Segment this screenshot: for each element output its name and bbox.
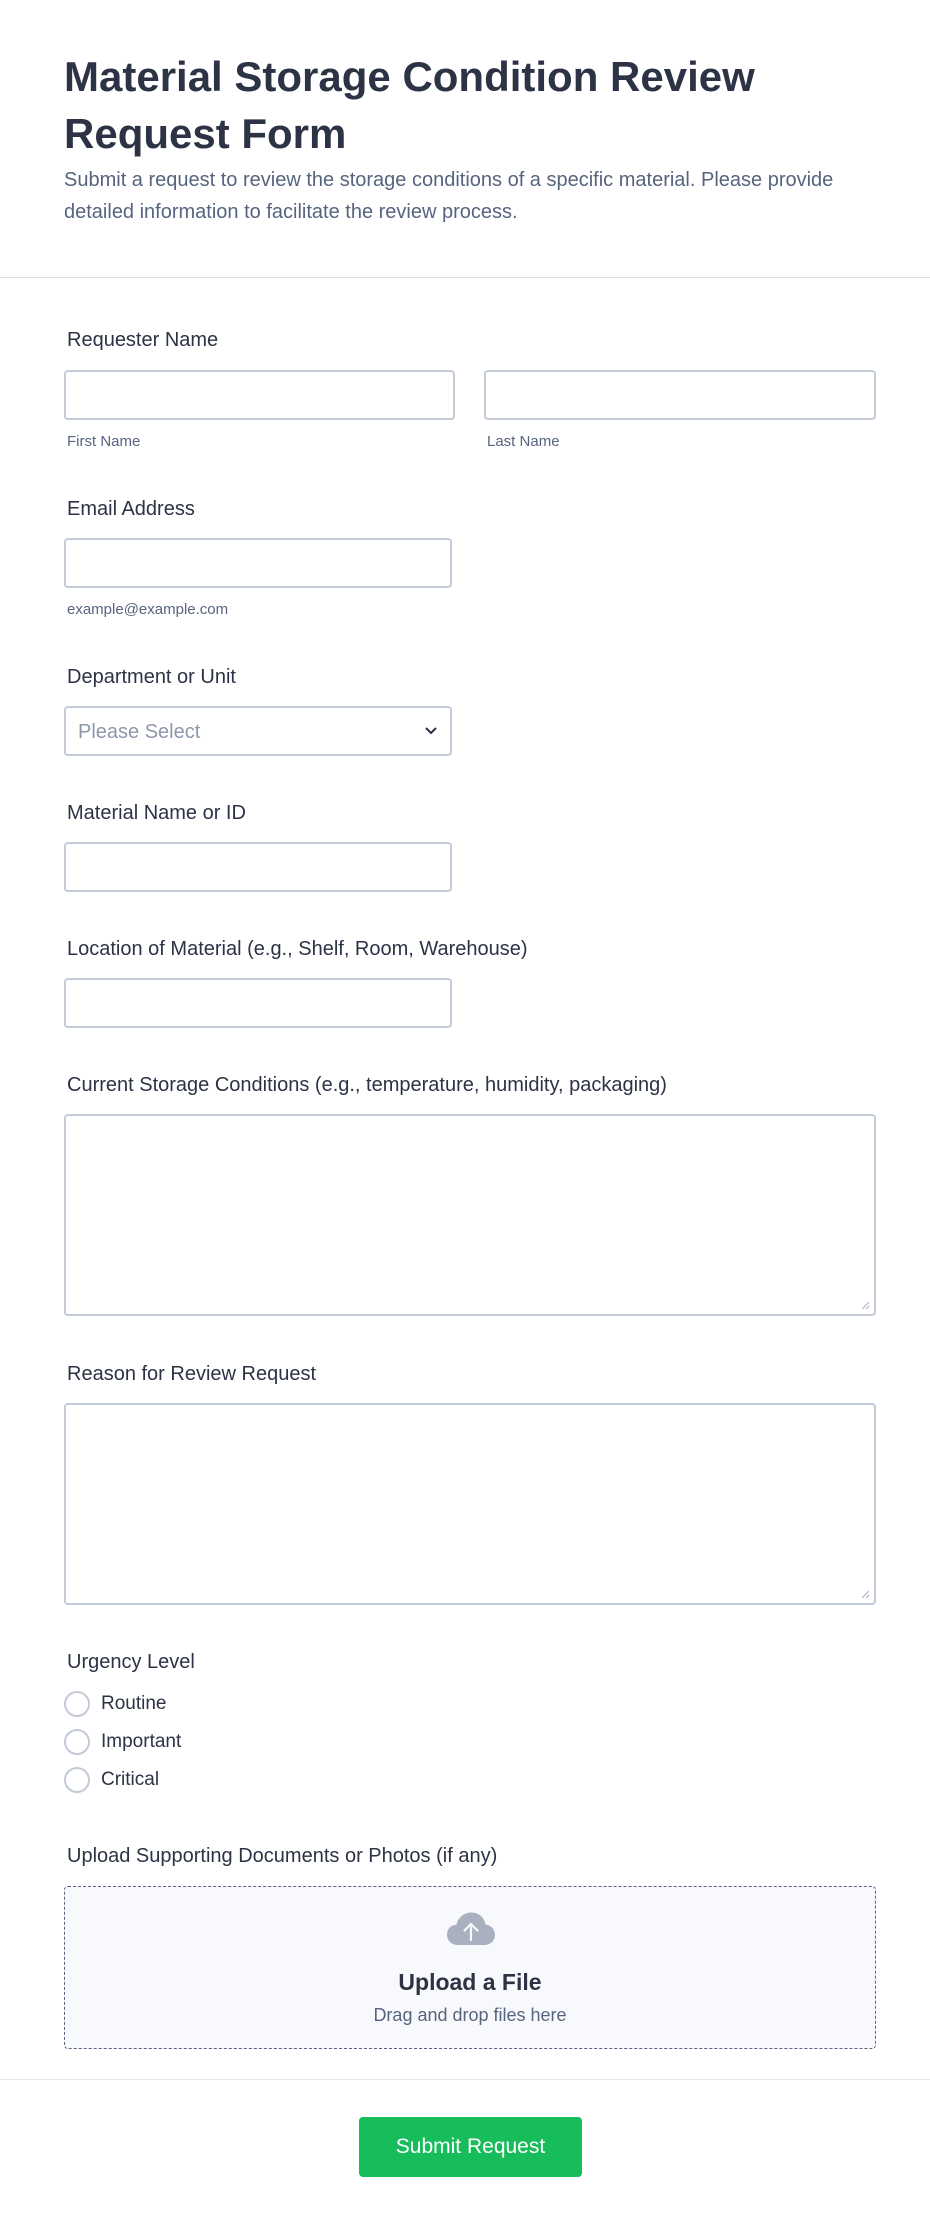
first-name-input[interactable] xyxy=(64,370,455,420)
radio-button[interactable] xyxy=(64,1691,90,1717)
cloud-upload-icon xyxy=(446,1911,496,1947)
form-title: Material Storage Condition Review Request Form xyxy=(64,53,755,157)
current-conditions-textarea[interactable] xyxy=(64,1114,876,1316)
upload-subtitle: Drag and drop files here xyxy=(373,2005,567,2025)
chevron-down-icon xyxy=(424,724,438,738)
upload-title: Upload a File xyxy=(398,1969,542,1995)
submit-button[interactable]: Submit Request xyxy=(359,2117,582,2177)
last-name-input[interactable] xyxy=(484,370,876,420)
resize-handle-icon[interactable] xyxy=(860,1300,870,1310)
form-header xyxy=(0,0,930,278)
reason-textarea[interactable] xyxy=(64,1403,876,1605)
material-label: Material Name or ID xyxy=(67,802,246,824)
form-description: Submit a request to review the storage conditions of a specific material. Please provide detailed information to facilitate the review process. xyxy=(64,169,834,223)
urgency-option-label: Routine xyxy=(101,1693,167,1714)
radio-button[interactable] xyxy=(64,1729,90,1755)
department-select-placeholder: Please Select xyxy=(78,721,201,743)
urgency-option-routine[interactable] xyxy=(64,1690,364,1718)
footer-divider xyxy=(0,2079,930,2080)
first-name-sublabel: First Name xyxy=(67,433,141,450)
location-input[interactable] xyxy=(64,978,452,1028)
urgency-label: Urgency Level xyxy=(67,1651,195,1673)
urgency-option-label: Important xyxy=(101,1731,182,1752)
department-label: Department or Unit xyxy=(67,666,236,688)
current-conditions-label: Current Storage Conditions (e.g., temperature, humidity, packaging) xyxy=(67,1074,667,1096)
file-upload-dropzone[interactable] xyxy=(64,1886,876,2049)
department-select[interactable] xyxy=(64,706,452,756)
location-label: Location of Material (e.g., Shelf, Room, Warehouse) xyxy=(67,938,528,960)
upload-label: Upload Supporting Documents or Photos (if any) xyxy=(67,1845,498,1867)
requester-name-label: Requester Name xyxy=(67,329,219,351)
urgency-option-important[interactable] xyxy=(64,1728,364,1756)
urgency-option-critical[interactable] xyxy=(64,1766,364,1794)
last-name-sublabel: Last Name xyxy=(487,433,560,450)
email-sublabel: example@example.com xyxy=(67,601,229,618)
radio-button[interactable] xyxy=(64,1767,90,1793)
email-input[interactable] xyxy=(64,538,452,588)
urgency-option-label: Critical xyxy=(101,1769,160,1790)
email-label: Email Address xyxy=(67,498,195,520)
material-input[interactable] xyxy=(64,842,452,892)
resize-handle-icon[interactable] xyxy=(860,1589,870,1599)
reason-label: Reason for Review Request xyxy=(67,1363,317,1385)
